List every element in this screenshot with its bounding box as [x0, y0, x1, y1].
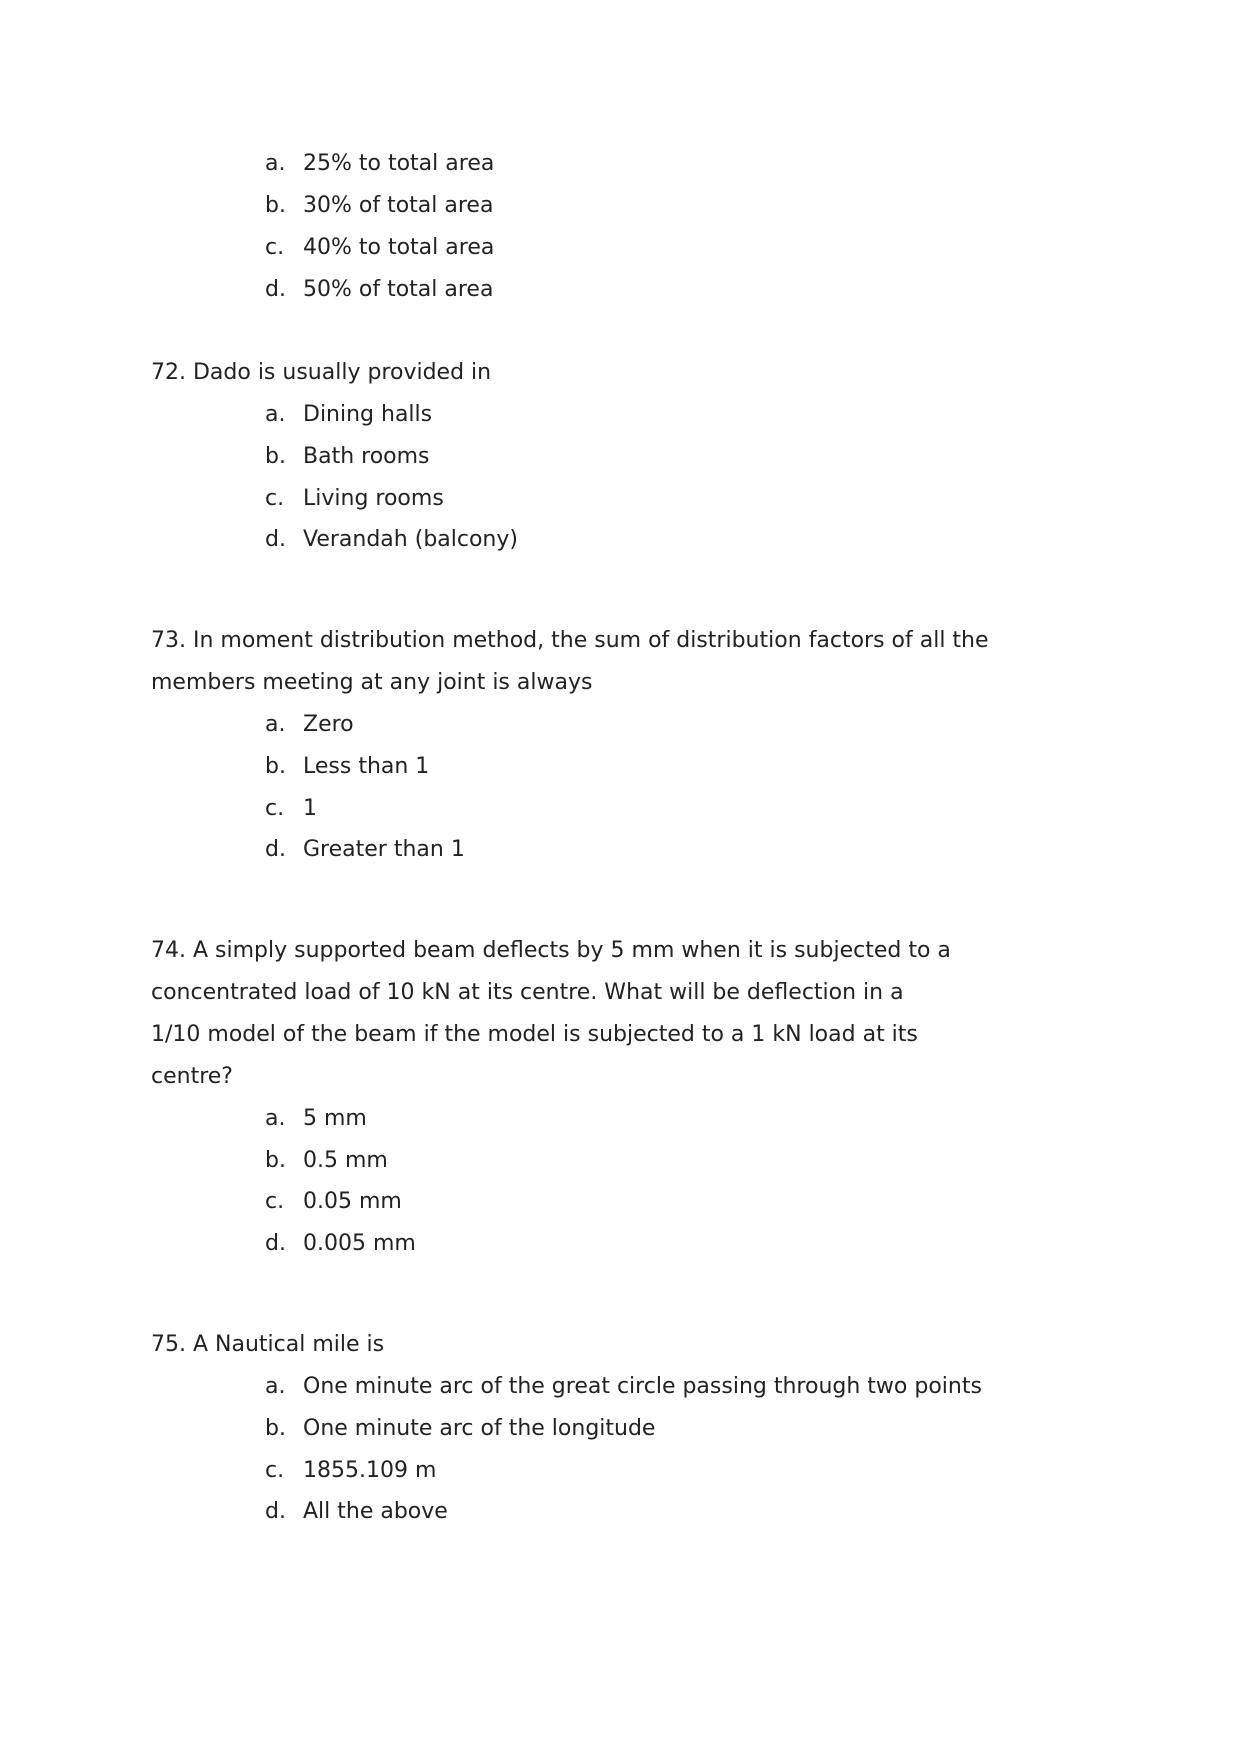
question-stem-line: 74. A simply supported beam deflects by 5 mm when it is subjected to a — [151, 938, 951, 963]
option-text: 25% to total area — [303, 151, 495, 176]
option-text: 40% to total area — [303, 235, 495, 260]
option-text: All the above — [303, 1499, 448, 1524]
option-letter: b. — [265, 1416, 286, 1441]
option-text: One minute arc of the longitude — [303, 1416, 656, 1441]
question-stem-line: 1/10 model of the beam if the model is subjected to a 1 kN load at its — [151, 1022, 918, 1047]
question-stem-line: centre? — [151, 1064, 233, 1089]
option-text: 0.05 mm — [303, 1189, 402, 1214]
option-letter: d. — [265, 1231, 286, 1256]
option-letter: b. — [265, 193, 286, 218]
option-letter: d. — [265, 837, 286, 862]
option-letter: b. — [265, 1148, 286, 1173]
option-letter: d. — [265, 1499, 286, 1524]
option-text: 30% of total area — [303, 193, 494, 218]
option-letter: a. — [265, 1106, 286, 1131]
option-text: Less than 1 — [303, 754, 430, 779]
option-text: Living rooms — [303, 486, 444, 511]
option-letter: c. — [265, 1458, 285, 1483]
option-letter: c. — [265, 486, 285, 511]
option-letter: c. — [265, 1189, 285, 1214]
question-stem-line: members meeting at any joint is always — [151, 670, 593, 695]
option-letter: a. — [265, 151, 286, 176]
option-letter: c. — [265, 796, 285, 821]
option-text: Greater than 1 — [303, 837, 465, 862]
option-letter: a. — [265, 1374, 286, 1399]
question-stem-line: 73. In moment distribution method, the sum of distribution factors of all the — [151, 628, 989, 653]
option-letter: b. — [265, 754, 286, 779]
option-text: 0.5 mm — [303, 1148, 388, 1173]
option-text: 0.005 mm — [303, 1231, 416, 1256]
option-text: Verandah (balcony) — [303, 527, 518, 552]
option-text: Bath rooms — [303, 444, 430, 469]
option-letter: a. — [265, 712, 286, 737]
option-letter: d. — [265, 277, 286, 302]
option-letter: c. — [265, 235, 285, 260]
option-text: 50% of total area — [303, 277, 494, 302]
question-stem-line: 72. Dado is usually provided in — [151, 360, 492, 385]
option-letter: b. — [265, 444, 286, 469]
option-letter: a. — [265, 402, 286, 427]
option-text: 5 mm — [303, 1106, 367, 1131]
option-text: Dining halls — [303, 402, 433, 427]
question-stem-line: concentrated load of 10 kN at its centre. What will be deflection in a — [151, 980, 904, 1005]
option-text: Zero — [303, 712, 354, 737]
question-stem-line: 75. A Nautical mile is — [151, 1332, 385, 1357]
option-text: 1 — [303, 796, 317, 821]
option-text: One minute arc of the great circle passing through two points — [303, 1374, 982, 1399]
option-letter: d. — [265, 527, 286, 552]
option-text: 1855.109 m — [303, 1458, 437, 1483]
